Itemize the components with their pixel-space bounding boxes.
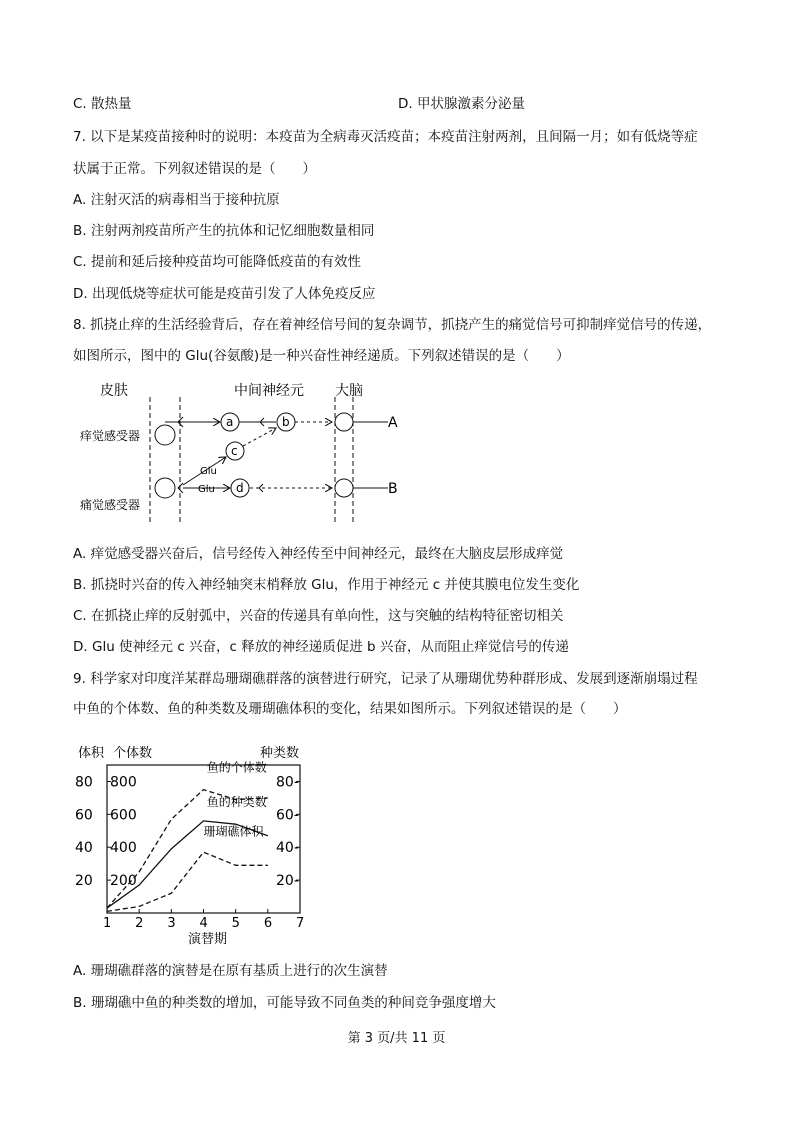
neuron-b-label: b xyxy=(282,415,290,429)
q7-option-d: D. 出现低烧等症状可能是疫苗引发了人体免疫反应 xyxy=(73,286,376,302)
x-tick-label: 1 xyxy=(103,916,112,931)
q7-option-b: B. 注射两剂疫苗所产生的抗体和记忆细胞数量相同 xyxy=(73,223,375,239)
xlabel: 演替期 xyxy=(188,932,228,947)
y-tick-volume-label: 60 xyxy=(75,807,93,824)
ylabel-species: 种类数 xyxy=(260,746,300,761)
c-to-b-arrow xyxy=(243,428,276,446)
label-pain-receptor: 痛觉感受器 xyxy=(80,498,141,512)
series-label-3: 珊瑚礁体积 xyxy=(203,824,264,839)
x-tick-label: 6 xyxy=(263,916,273,931)
y-tick-species-label: 20- xyxy=(276,873,299,890)
y-tick-volume-label: 20 xyxy=(75,873,93,890)
y-tick-volume-label: 80 xyxy=(75,774,93,791)
output-a-label: A xyxy=(388,415,398,431)
series-label-1: 鱼的个体数 xyxy=(206,760,267,775)
x-tick-label: 7 xyxy=(296,916,305,931)
y-tick-count-label: 800 xyxy=(110,774,137,791)
q7-stem-line2: 状属于正常。下列叙述错误的是（ ） xyxy=(73,161,316,177)
label-brain: 大脑 xyxy=(335,383,363,399)
glu-label-1: Glu xyxy=(200,466,217,477)
q9-option-b: B. 珊瑚礁中鱼的种类数的增加，可能导致不同鱼类的种间竞争强度增大 xyxy=(73,995,496,1011)
label-skin: 皮肤 xyxy=(100,383,128,399)
brain-neuron-a xyxy=(335,413,353,431)
y-tick-count-label: 200 xyxy=(110,873,137,890)
q8-option-b: B. 抓挠时兴奋的传入神经轴突末梢释放 Glu，作用于神经元 c 并使其膜电位发生变化 xyxy=(73,577,580,593)
q7-stem-line1: 7. 以下是某疫苗接种时的说明：本疫苗为全病毒灭活疫苗；本疫苗注射两剂，且间隔一月；如有低烧等症 xyxy=(73,129,698,145)
label-itch-receptor: 痒觉感受器 xyxy=(80,429,141,443)
glu-label-2: Glu xyxy=(198,484,215,495)
y-tick-species-label: 80- xyxy=(276,774,299,791)
x-tick-label: 5 xyxy=(231,916,240,931)
coral-reef-chart xyxy=(70,735,320,950)
neural-signal-diagram xyxy=(70,375,410,533)
brain-neuron-b xyxy=(335,479,353,497)
y-tick-count-label: 600 xyxy=(110,807,137,824)
x-tick-label: 4 xyxy=(199,916,208,931)
q6-option-c: C. 散热量 xyxy=(73,96,132,112)
y-tick-species-label: 60- xyxy=(276,807,299,824)
neuron-d-label: d xyxy=(236,481,244,495)
neuron-a-label: a xyxy=(226,415,234,429)
y-tick-volume-label: 40 xyxy=(75,840,93,857)
q6-option-d: D. 甲状腺激素分泌量 xyxy=(398,96,525,112)
q8-option-d: D. Glu 使神经元 c 兴奋，c 释放的神经递质促进 b 兴奋，从而阻止痒觉信号的传递 xyxy=(73,639,569,655)
itch-receptor-cell xyxy=(155,425,175,445)
q8-stem-line1: 8. 抓挠止痒的生活经验背后，存在着神经信号间的复杂调节，抓挠产生的痛觉信号可抑制痒觉信号的传递， xyxy=(73,317,712,333)
label-interneuron: 中间神经元 xyxy=(234,383,304,399)
ylabel-volume: 体积 xyxy=(78,746,105,761)
q7-option-a: A. 注射灭活的病毒相当于接种抗原 xyxy=(73,192,280,208)
x-tick-label: 2 xyxy=(135,916,144,931)
q8-option-c: C. 在抓挠止痒的反射弧中，兴奋的传递具有单向性，这与突触的结构特征密切相关 xyxy=(73,608,564,624)
q9-stem-line1: 9. 科学家对印度洋某群岛珊瑚礁群落的演替进行研究，记录了从珊瑚优势种群形成、发展到逐渐崩塌过程 xyxy=(73,671,698,687)
q9-stem-line2: 中鱼的个体数、鱼的种类数及珊瑚礁体积的变化，结果如图所示。下列叙述错误的是（ ） xyxy=(73,701,627,717)
pain-receptor-cell xyxy=(155,478,175,498)
x-tick-label: 3 xyxy=(167,916,176,931)
q8-option-a: A. 痒觉感受器兴奋后，信号经传入神经传至中间神经元，最终在大脑皮层形成痒觉 xyxy=(73,546,564,562)
y-tick-count-label: 400 xyxy=(110,840,137,857)
q7-option-c: C. 提前和延后接种疫苗均可能降低疫苗的有效性 xyxy=(73,254,362,270)
y-tick-species-label: 40- xyxy=(276,840,299,857)
output-b-label: B xyxy=(388,481,398,497)
q8-stem-line2: 如图所示，图中的 Glu(谷氨酸)是一种兴奋性神经递质。下列叙述错误的是（ ） xyxy=(73,348,570,364)
series-label-2: 鱼的种类数 xyxy=(206,795,267,810)
neuron-c-label: c xyxy=(231,444,238,458)
q9-option-a: A. 珊瑚礁群落的演替是在原有基质上进行的次生演替 xyxy=(73,963,388,979)
page-footer: 第 3 页/共 11 页 xyxy=(347,1031,446,1046)
ylabel-count: 个体数 xyxy=(113,746,153,761)
